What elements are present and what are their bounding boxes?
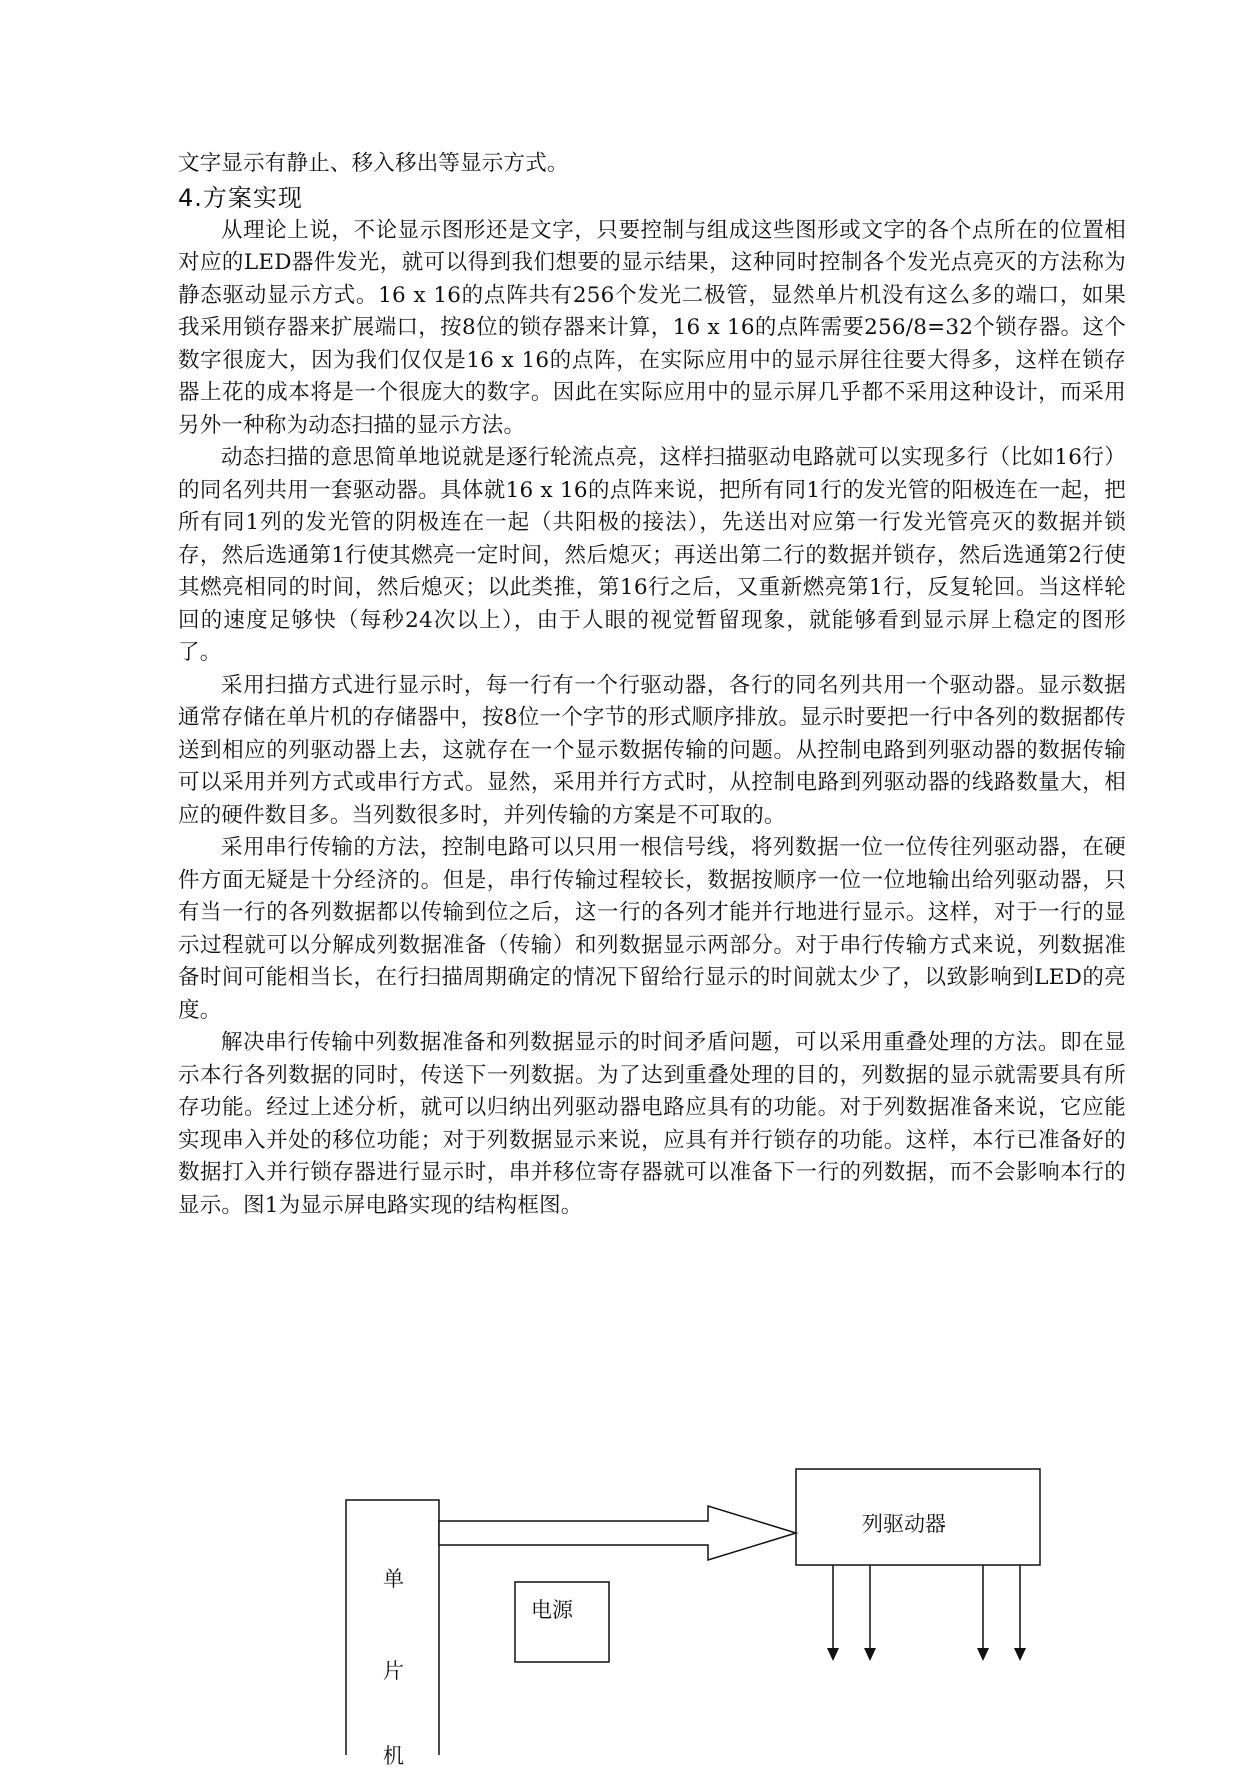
- document-body: [178, 148, 1126, 1222]
- arrowhead-icon: [827, 1648, 839, 1661]
- paragraph-dynamic-scan: 动态扫描的意思简单地说就是逐行轮流点亮，这样扫描驱动电路就可以实现多行（比如16行）的同名列共用一套驱动器。具体就16 x 16的点阵来说，把所有同1行的发光管的阳极连在一起，把所有同1列的发光管的阴极连在一起（共阳极的接法），先送出对应第一行发光管亮灭的数据并锁存，然后选通第1行使其燃亮一定时间，然后熄灭；再送出第二行的数据并锁存，然后选通第2行使其燃亮相同的时间，然后熄灭；以此类推，第16行之后，又重新燃亮第1行，反复轮回。当这样轮回的速度足够快（每秒24次以上），由于人眼的视觉暂留现象，就能够看到显示屏上稳定的图形了。: [178, 445, 1126, 665]
- paragraph-serial-transfer: 采用串行传输的方法，控制电路可以只用一根信号线，将列数据一位一位传往列驱动器，在硬件方面无疑是十分经济的。但是，串行传输过程较长，数据按顺序一位一位地输出给列驱动器，只有当一行的各列数据都以传输到位之后，这一行的各列才能并行地进行显示。这样，对于一行的显示过程就可以分解成列数据准备（传输）和列数据显示两部分。对于串行传输方式来说，列数据准备时间可能相当长，在行扫描周期确定的情况下留给行显示的时间就太少了，以致影响到LED的亮度。: [178, 835, 1126, 1023]
- arrowhead-icon: [864, 1648, 876, 1661]
- mcu-label-char-2: 片: [383, 1659, 404, 1683]
- column-output-lines: [833, 1565, 1020, 1650]
- column-driver-label: 列驱动器: [862, 1512, 946, 1536]
- mcu-label-char-3: 机: [383, 1744, 404, 1768]
- intro-line: 文字显示有静止、移入移出等显示方式。: [178, 151, 569, 176]
- paragraph-scan-display: 采用扫描方式进行显示时，每一行有一个行驱动器，各行的同名列共用一个驱动器。显示数据通常存储在单片机的存储器中，按8位一个字节的形式顺序排放。显示时要把一行中各列的数据都传送到相应的列驱动器上去，这就存在一个显示数据传输的问题。从控制电路到列驱动器的数据传输可以采用并列方式或串行方式。显然，采用并行方式时，从控制电路到列驱动器的线路数量大，相应的硬件数目多。当列数很多时，并列传输的方案是不可取的。: [178, 672, 1126, 828]
- mcu-label-char-1: 单: [383, 1567, 404, 1591]
- paragraph-overlap-processing: 解决串行传输中列数据准备和列数据显示的时间矛盾问题，可以采用重叠处理的方法。即在显示本行各列数据的同时，传送下一列数据。为了达到重叠处理的目的，列数据的显示就需要具有所存功能。经过上述分析，就可以归纳出列驱动器电路应具有的功能。对于列数据准备来说，它应能实现串入并处的移位功能；对于列数据显示来说，应具有并行锁存的功能。这样，本行已准备好的数据打入并行锁存器进行显示时，串并移位寄存器就可以准备下一行的列数据，而不会影响本行的显示。图1为显示屏电路实现的结构框图。: [178, 1030, 1126, 1218]
- power-box: [515, 1582, 609, 1662]
- data-bus-arrow: [439, 1506, 796, 1560]
- column-output-arrowheads: [827, 1648, 1026, 1661]
- mcu-box: [346, 1500, 439, 1755]
- column-driver-box: [796, 1469, 1040, 1565]
- power-label: 电源: [531, 1598, 573, 1622]
- arrowhead-icon: [1014, 1648, 1026, 1661]
- arrowhead-icon: [977, 1648, 989, 1661]
- paragraph-static-drive: 从理论上说，不论显示图形还是文字，只要控制与组成这些图形或文字的各个点所在的位置相对应的LED器件发光，就可以得到我们想要的显示结果，这种同时控制各个发光点亮灭的方法称为静态驱动显示方式。16 x 16的点阵共有256个发光二极管，显然单片机没有这么多的端口，如果我采用锁存器来扩展端口，按8位的锁存器来计算，16 x 16的点阵需要256/8=32个锁存器。这个数字很庞大，因为我们仅仅是16 x 16的点阵，在实际应用中的显示屏往往要大得多，这样在锁存器上花的成本将是一个很庞大的数字。因此在实际应用中的显示屏几乎都不采用这种设计，而采用另外一种称为动态扫描的显示方法。: [178, 217, 1126, 438]
- section-heading: 4.方案实现: [178, 183, 303, 212]
